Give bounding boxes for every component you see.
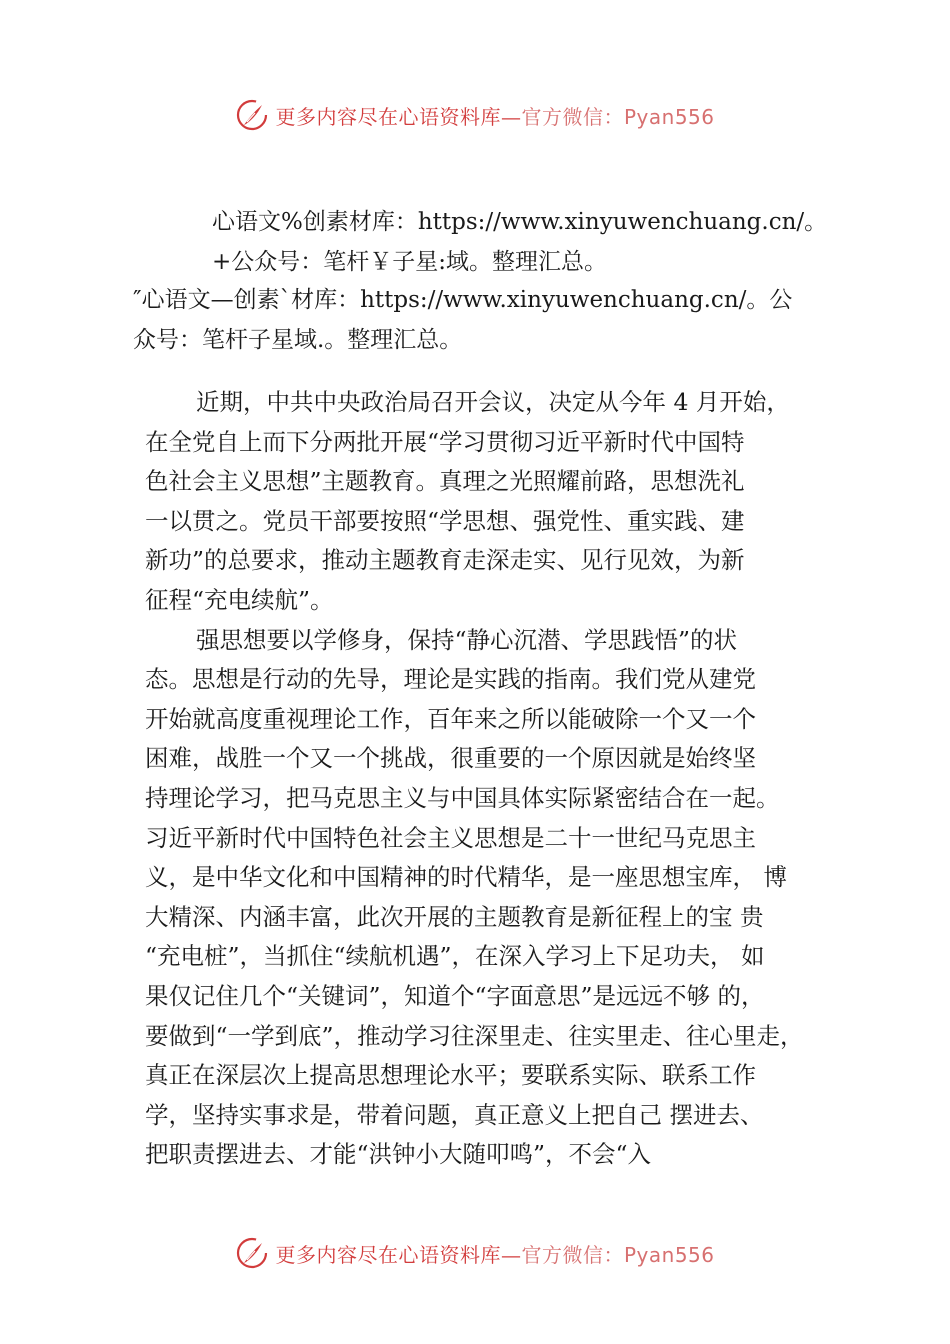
body-line: 果仅记住几个“关键词”，知道个“字面意思”是远远不够 的， <box>145 981 765 1010</box>
body-line: 征程“充电续航”。 <box>145 585 334 614</box>
footer-banner <box>0 1233 950 1273</box>
body-line: 困难，战胜一个又一个挑战，很重要的一个原因就是始终坚 <box>145 744 756 773</box>
body-line: 态。思想是行动的先导，理论是实践的指南。我们党从建党 <box>145 665 756 694</box>
body-line: 学，坚持实事求是，带着问题，真正意义上把自己 摆进去、 <box>145 1100 764 1129</box>
body-line: 真正在深层次上提高思想理论水平；要联系实际、联系工作 <box>145 1061 756 1090</box>
banner-text: 更多内容尽在心语资料库—官方微信：Pyan556 <box>275 104 715 129</box>
body-line: 在全党自上而下分两批开展“学习贯彻习近平新时代中国特 <box>145 427 745 456</box>
body-line: 大精深、内涵丰富，此次开展的主题教育是新征程上的宝 贵 <box>145 902 764 931</box>
body-line: 习近平新时代中国特色社会主义思想是二十一世纪马克思主 <box>145 823 756 852</box>
note-line: 心语文%创素材库：https://www.xinyuwenchuang.cn/。 <box>212 209 828 235</box>
note-line: ″心语文—创素`材库：https://www.xinyuwenchuang.cn/。公 <box>133 287 793 313</box>
body-line: 近期，中共中央政治局召开会议，决定从今年 4 月开始， <box>196 388 790 416</box>
body-line: 要做到“一学到底”，推动学习往深里走、往实里走、往心里走， <box>145 1021 804 1050</box>
body-line: 一以贯之。党员干部要按照“学思想、强党性、重实践、建 <box>145 506 745 535</box>
source-note-2 <box>133 286 792 365</box>
body-line: 色社会主义思想”主题教育。真理之光照耀前路，思想洗礼 <box>145 467 745 496</box>
quill-logo-icon <box>235 98 269 132</box>
banner-text: 更多内容尽在心语资料库—官方微信：Pyan556 <box>275 1242 715 1267</box>
article-body <box>145 383 845 1175</box>
body-line: 把职责摆进去、才能“洪钟小大随叩鸣”，不会“入 <box>145 1140 652 1169</box>
body-line: 持理论学习，把马克思主义与中国具体实际紧密结合在一起。 <box>145 783 780 812</box>
body-line: 新功”的总要求，推动主题教育走深走实、见行见效，为新 <box>145 546 745 575</box>
body-line: 义，是中华文化和中国精神的时代精华，是一座思想宝库， 博 <box>145 863 787 892</box>
note-line: 众号：笔杆子星域.。整理汇总。 <box>133 326 463 353</box>
header-banner <box>0 95 950 135</box>
body-line: 开始就高度重视理论工作，百年来之所以能破除一个又一个 <box>145 704 756 733</box>
body-line: 强思想要以学修身，保持“静心沉潜、学思践悟”的状 <box>196 625 738 654</box>
quill-logo-icon <box>235 1236 269 1270</box>
source-note-1 <box>212 208 827 287</box>
note-line: +公众号：笔杆￥子星:域。整理汇总。 <box>212 248 608 275</box>
body-line: “充电桩”，当抓住“续航机遇”，在深入学习上下足功夫， 如 <box>145 942 765 971</box>
